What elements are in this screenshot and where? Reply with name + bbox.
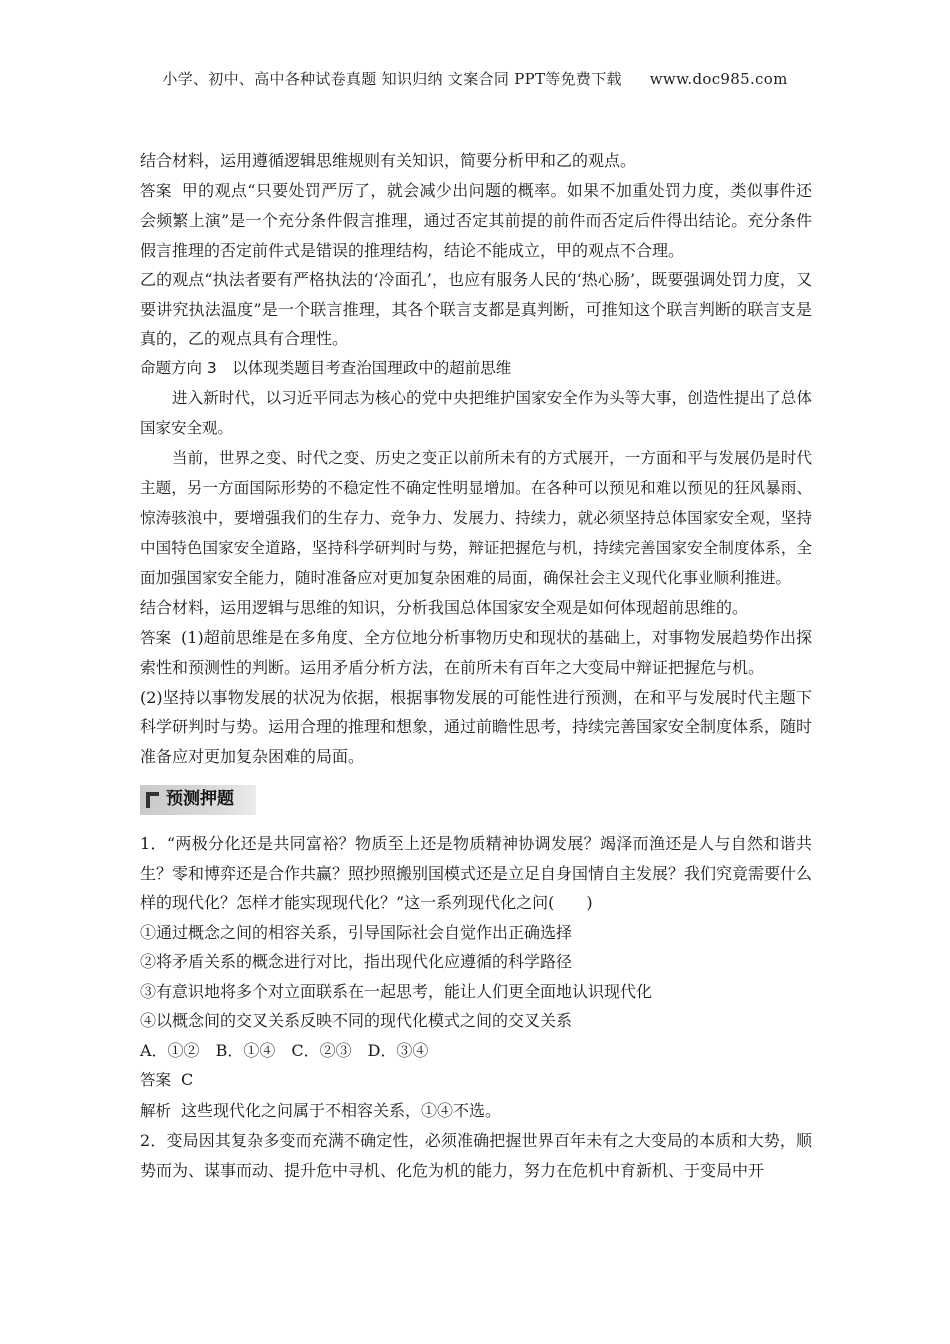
answer-text: (1)超前思维是在多角度、全方位地分析事物历史和现状的基础上，对事物发展趋势作出探索性和预测性的判断。运用矛盾分析方法，在前所未有百年之大变局中辩证把握危与机。 bbox=[140, 627, 812, 677]
section3-heading: 命题方向 3 以体现类题目考查治国理政中的超前思维 bbox=[140, 358, 512, 377]
analysis-label: 解析 bbox=[140, 1101, 172, 1120]
q1-option: A．①② bbox=[140, 1040, 200, 1060]
section3-answer-2: (2)坚持以事物发展的状况为依据，根据事物发展的可能性进行预测，在和平与发展时代主题下科学研判时与势。运用合理的推理和想象，通过前瞻性思考，持续完善国家安全制度体系，随时准备应对更加复杂困难的局面。 bbox=[140, 687, 813, 766]
answer-label: 答案 bbox=[140, 1071, 172, 1089]
section-banner bbox=[140, 785, 256, 815]
q1-option: C．②③ bbox=[291, 1040, 352, 1060]
q1-analysis bbox=[140, 1096, 812, 1127]
corner-bracket-icon bbox=[146, 792, 159, 808]
section-banner-title: 预测押题 bbox=[166, 789, 234, 810]
q1-options bbox=[140, 1036, 812, 1066]
page-header bbox=[0, 68, 950, 89]
section2-question: 结合材料，运用遵循逻辑思维规则有关知识，简要分析甲和乙的观点。 bbox=[140, 151, 637, 170]
section3-material-2: 当前，世界之变、时代之变、历史之变正以前所未有的方式展开，一方面和平与发展仍是时代主题，另一方面国际形势的不稳定性不确定性明显增加。在各种可以预见和难以预见的狂风暴雨、惊涛骇浪中，要增强我们的生存力、竞争力、发展力、持续力，就必须坚持总体国家安全观，坚持中国特色国家安全道路，坚持科学研判时与势，辩证把握危与机，持续完善国家安全制度体系，全面加强国家安全能力，随时准备应对更加复杂困难的局面，确保社会主义现代化事业顺利推进。 bbox=[140, 449, 812, 587]
answer-value: C bbox=[181, 1070, 194, 1089]
q1-stem: 1．“两极分化还是共同富裕？物质至上还是物质精神协调发展？竭泽而渔还是人与自然和谐共生？零和博弈还是合作共赢？照抄照搬别国模式还是立足自身国情自主发展？我们究竟需要什么样的现代化？怎样才能实现现代化？”这一系列现代化之问( ) bbox=[140, 834, 813, 912]
header-url[interactable]: www.doc985.com bbox=[649, 70, 788, 88]
section3-question: 结合材料，运用逻辑与思维的知识，分析我国总体国家安全观是如何体现超前思维的。 bbox=[140, 598, 749, 617]
q2-stem: 2．变局因其复杂多变而充满不确定性，必须准确把握世界百年未有之大变局的本质和大势，顺势而为、谋事而动、提升危中寻机、化危为机的能力，努力在危机中育新机、于变局中开 bbox=[140, 1131, 812, 1180]
section3-material-1: 进入新时代，以习近平同志为核心的党中央把维护国家安全作为头等大事，创造性提出了总体国家安全观。 bbox=[140, 389, 812, 437]
answer-label: 答案 bbox=[140, 628, 172, 647]
q1-answer bbox=[140, 1065, 812, 1096]
q1-item: ②将矛盾关系的概念进行对比，指出现代化应遵循的科学路径 bbox=[140, 952, 573, 971]
q1-item: ④以概念间的交叉关系反映不同的现代化模式之间的交叉关系 bbox=[140, 1011, 573, 1030]
analysis-text: 这些现代化之问属于不相容关系，①④不选。 bbox=[181, 1100, 502, 1120]
section2-answer-2: 乙的观点“执法者要有严格执法的‘冷面孔’，也应有服务人民的‘热心肠’，既要强调处罚力度，又要讲究执法温度”是一个联言推理，其各个联言支都是真判断，可推知这个联言判断的联言支是真的，乙的观点具有合理性。 bbox=[140, 270, 812, 348]
q1-item: ①通过概念之间的相容关系，引导国际社会自觉作出正确选择 bbox=[140, 922, 573, 942]
section2-answer-1 bbox=[140, 176, 812, 266]
answer-label: 答案 bbox=[140, 181, 172, 200]
q1-option: B．①④ bbox=[215, 1040, 276, 1060]
header-text: 小学、初中、高中各种试卷真题 知识归纳 文案合同 PPT等免费下载 bbox=[162, 70, 622, 88]
document-body bbox=[140, 146, 812, 1185]
section3-answer-1 bbox=[140, 623, 812, 683]
q1-option: D．③④ bbox=[367, 1040, 429, 1060]
q1-item: ③有意识地将多个对立面联系在一起思考，能让人们更全面地认识现代化 bbox=[140, 981, 653, 1001]
answer-text: 甲的观点“只要处罚严厉了，就会减少出问题的概率。如果不加重处罚力度，类似事件还会频繁上演”是一个充分条件假言推理，通过否定其前提的前件而否定后件得出结论。充分条件假言推理的否定前件式是错误的推理结构，结论不能成立，甲的观点不合理。 bbox=[140, 180, 812, 260]
